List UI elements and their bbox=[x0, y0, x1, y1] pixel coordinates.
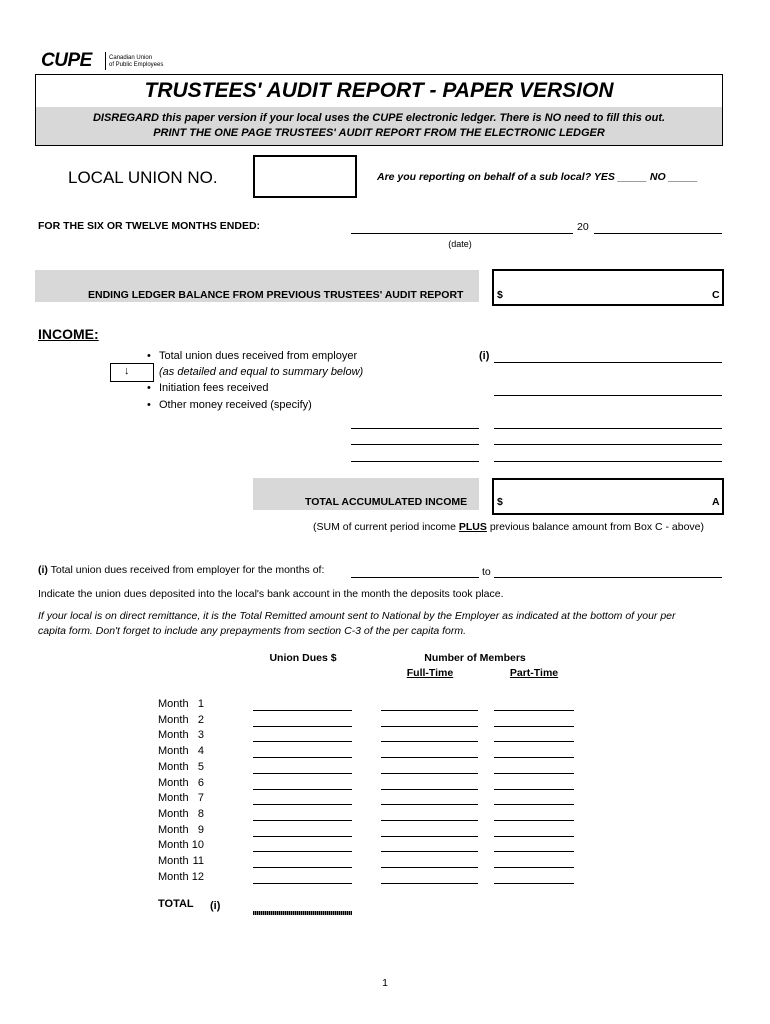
income-dues-marker: (i) bbox=[479, 350, 490, 362]
income-detailed-note: (as detailed and equal to summary below) bbox=[159, 366, 364, 378]
bullet-dues: • bbox=[147, 350, 151, 362]
months-ended-date-line[interactable] bbox=[351, 233, 573, 234]
bullet-initiation: • bbox=[147, 382, 151, 394]
total-dues-line[interactable] bbox=[253, 911, 352, 915]
month-parttime-line[interactable] bbox=[494, 789, 574, 790]
total-income-label: TOTAL ACCUMULATED INCOME bbox=[305, 496, 468, 508]
month-dues-line[interactable] bbox=[253, 836, 352, 837]
box-c-letter: C bbox=[712, 289, 720, 301]
title-box bbox=[35, 74, 723, 146]
month-dues-line[interactable] bbox=[253, 851, 352, 852]
dues-months-text: Total union dues received from employer for the months of: bbox=[47, 564, 325, 576]
month-dues-line[interactable] bbox=[253, 804, 352, 805]
box-c[interactable] bbox=[492, 269, 724, 306]
other-specify-line-3[interactable] bbox=[351, 461, 479, 462]
sum-note-post: previous balance amount from Box C - above) bbox=[486, 521, 705, 533]
month-number: 8 bbox=[197, 808, 204, 820]
month-number: 7 bbox=[197, 792, 204, 804]
month-parttime-line[interactable] bbox=[494, 804, 574, 805]
disregard-line-2: PRINT THE ONE PAGE TRUSTEES' AUDIT REPORT FROM THE ELECTRONIC LEDGER bbox=[153, 127, 605, 139]
month-parttime-line[interactable] bbox=[494, 757, 574, 758]
month-fulltime-line[interactable] bbox=[381, 883, 478, 884]
month-label: Month bbox=[158, 824, 189, 836]
dues-months-marker: (i) bbox=[38, 564, 48, 576]
month-number: 10 bbox=[191, 839, 204, 851]
month-dues-line[interactable] bbox=[253, 726, 352, 727]
month-dues-line[interactable] bbox=[253, 757, 352, 758]
dues-months-label bbox=[38, 564, 324, 576]
month-fulltime-line[interactable] bbox=[381, 820, 478, 821]
dues-from-month-line[interactable] bbox=[351, 577, 479, 578]
month-parttime-line[interactable] bbox=[494, 851, 574, 852]
part-time-header: Part-Time bbox=[509, 667, 559, 679]
month-fulltime-line[interactable] bbox=[381, 757, 478, 758]
disregard-notice bbox=[36, 107, 722, 145]
month-label: Month bbox=[158, 729, 189, 741]
logo-subtitle-2: of Public Employees bbox=[109, 62, 164, 68]
month-fulltime-line[interactable] bbox=[381, 867, 478, 868]
month-fulltime-line[interactable] bbox=[381, 804, 478, 805]
month-parttime-line[interactable] bbox=[494, 820, 574, 821]
month-number: 4 bbox=[197, 745, 204, 757]
year-prefix: 20 bbox=[577, 221, 589, 233]
month-parttime-line[interactable] bbox=[494, 883, 574, 884]
month-dues-line[interactable] bbox=[253, 710, 352, 711]
full-time-header: Full-Time bbox=[406, 667, 454, 679]
month-number: 5 bbox=[197, 761, 204, 773]
month-fulltime-line[interactable] bbox=[381, 741, 478, 742]
month-number: 2 bbox=[197, 714, 204, 726]
year-line[interactable] bbox=[594, 233, 722, 234]
number-of-members-header: Number of Members bbox=[424, 652, 526, 664]
box-a-dollar: $ bbox=[497, 496, 503, 508]
arrow-box bbox=[110, 363, 154, 382]
to-label: to bbox=[482, 566, 491, 578]
other-amount-line-3[interactable] bbox=[494, 461, 722, 462]
month-dues-line[interactable] bbox=[253, 867, 352, 868]
cupe-logo: CUPE bbox=[41, 50, 92, 71]
month-label: Month bbox=[158, 698, 189, 710]
month-label: Month bbox=[158, 714, 189, 726]
month-label: Month bbox=[158, 808, 189, 820]
title-bar bbox=[36, 75, 722, 107]
months-ended-label: FOR THE SIX OR TWELVE MONTHS ENDED: bbox=[38, 220, 261, 232]
sum-note bbox=[313, 521, 704, 533]
box-a-letter: A bbox=[712, 496, 720, 508]
income-heading: INCOME: bbox=[38, 326, 99, 342]
sum-note-pre: (SUM of current period income bbox=[313, 521, 459, 533]
month-dues-line[interactable] bbox=[253, 741, 352, 742]
month-label: Month bbox=[158, 855, 189, 867]
month-parttime-line[interactable] bbox=[494, 773, 574, 774]
ending-balance-label: ENDING LEDGER BALANCE FROM PREVIOUS TRUSTEES' AUDIT REPORT bbox=[88, 289, 464, 301]
total-marker: (i) bbox=[210, 900, 221, 912]
month-parttime-line[interactable] bbox=[494, 867, 574, 868]
month-label: Month bbox=[158, 761, 189, 773]
sum-note-plus: PLUS bbox=[458, 521, 487, 533]
union-dues-header: Union Dues $ bbox=[269, 652, 337, 664]
indicate-text: Indicate the union dues deposited into the local's bank account in the month the deposits took place. bbox=[38, 588, 504, 600]
month-parttime-line[interactable] bbox=[494, 741, 574, 742]
local-union-label: LOCAL UNION NO. bbox=[68, 168, 218, 187]
income-dues-line[interactable] bbox=[494, 362, 722, 363]
month-label: Month bbox=[158, 871, 189, 883]
disregard-line-1: DISREGARD this paper version if your local uses the CUPE electronic ledger. There is NO need to fill this out. bbox=[92, 112, 666, 124]
income-other-label: Other money received (specify) bbox=[159, 399, 312, 411]
dues-to-month-line[interactable] bbox=[494, 577, 722, 578]
month-number: 1 bbox=[197, 698, 204, 710]
other-amount-line-2[interactable] bbox=[494, 444, 722, 445]
local-union-number-box[interactable] bbox=[253, 155, 357, 198]
month-number: 11 bbox=[192, 855, 204, 867]
arrow-down-icon: ↓ bbox=[124, 365, 130, 377]
other-specify-line-2[interactable] bbox=[351, 444, 479, 445]
month-label: Month bbox=[158, 792, 189, 804]
month-fulltime-line[interactable] bbox=[381, 773, 478, 774]
income-initiation-line[interactable] bbox=[494, 395, 722, 396]
page-title: TRUSTEES' AUDIT REPORT - PAPER VERSION bbox=[144, 79, 614, 102]
month-number: 6 bbox=[197, 777, 204, 789]
month-fulltime-line[interactable] bbox=[381, 710, 478, 711]
month-dues-line[interactable] bbox=[253, 820, 352, 821]
remittance-text-1: If your local is on direct remittance, it is the Total Remitted amount sent to National by the Employer as indicated at the bottom of your per bbox=[38, 610, 676, 622]
month-parttime-line[interactable] bbox=[494, 726, 574, 727]
month-label: Month bbox=[158, 839, 189, 851]
month-fulltime-line[interactable] bbox=[381, 851, 478, 852]
month-number: 12 bbox=[191, 871, 204, 883]
income-initiation-label: Initiation fees received bbox=[159, 382, 269, 394]
box-a[interactable] bbox=[492, 478, 724, 515]
income-dues-label: Total union dues received from employer bbox=[159, 350, 358, 362]
logo-divider bbox=[105, 52, 106, 70]
month-label: Month bbox=[158, 777, 189, 789]
box-c-dollar: $ bbox=[497, 289, 503, 301]
month-fulltime-line[interactable] bbox=[381, 726, 478, 727]
date-caption: (date) bbox=[448, 239, 472, 249]
other-amount-line-1[interactable] bbox=[494, 428, 722, 429]
month-label: Month bbox=[158, 745, 189, 757]
other-specify-line-1[interactable] bbox=[351, 428, 479, 429]
month-dues-line[interactable] bbox=[253, 789, 352, 790]
remittance-text-2: capita form. Don't forget to include any prepayments from section C-3 of the per capita form. bbox=[38, 625, 467, 637]
month-parttime-line[interactable] bbox=[494, 836, 574, 837]
bullet-other: • bbox=[147, 399, 151, 411]
month-fulltime-line[interactable] bbox=[381, 836, 478, 837]
page-number: 1 bbox=[382, 977, 388, 989]
sub-local-question[interactable]: Are you reporting on behalf of a sub local? YES _____ NO _____ bbox=[377, 171, 698, 183]
month-fulltime-line[interactable] bbox=[381, 789, 478, 790]
month-dues-line[interactable] bbox=[253, 773, 352, 774]
month-parttime-line[interactable] bbox=[494, 710, 574, 711]
logo-subtitle-1: Canadian Union bbox=[109, 55, 153, 61]
total-label: TOTAL bbox=[158, 898, 194, 910]
month-dues-line[interactable] bbox=[253, 883, 352, 884]
month-number: 3 bbox=[197, 729, 204, 741]
month-number: 9 bbox=[197, 824, 204, 836]
